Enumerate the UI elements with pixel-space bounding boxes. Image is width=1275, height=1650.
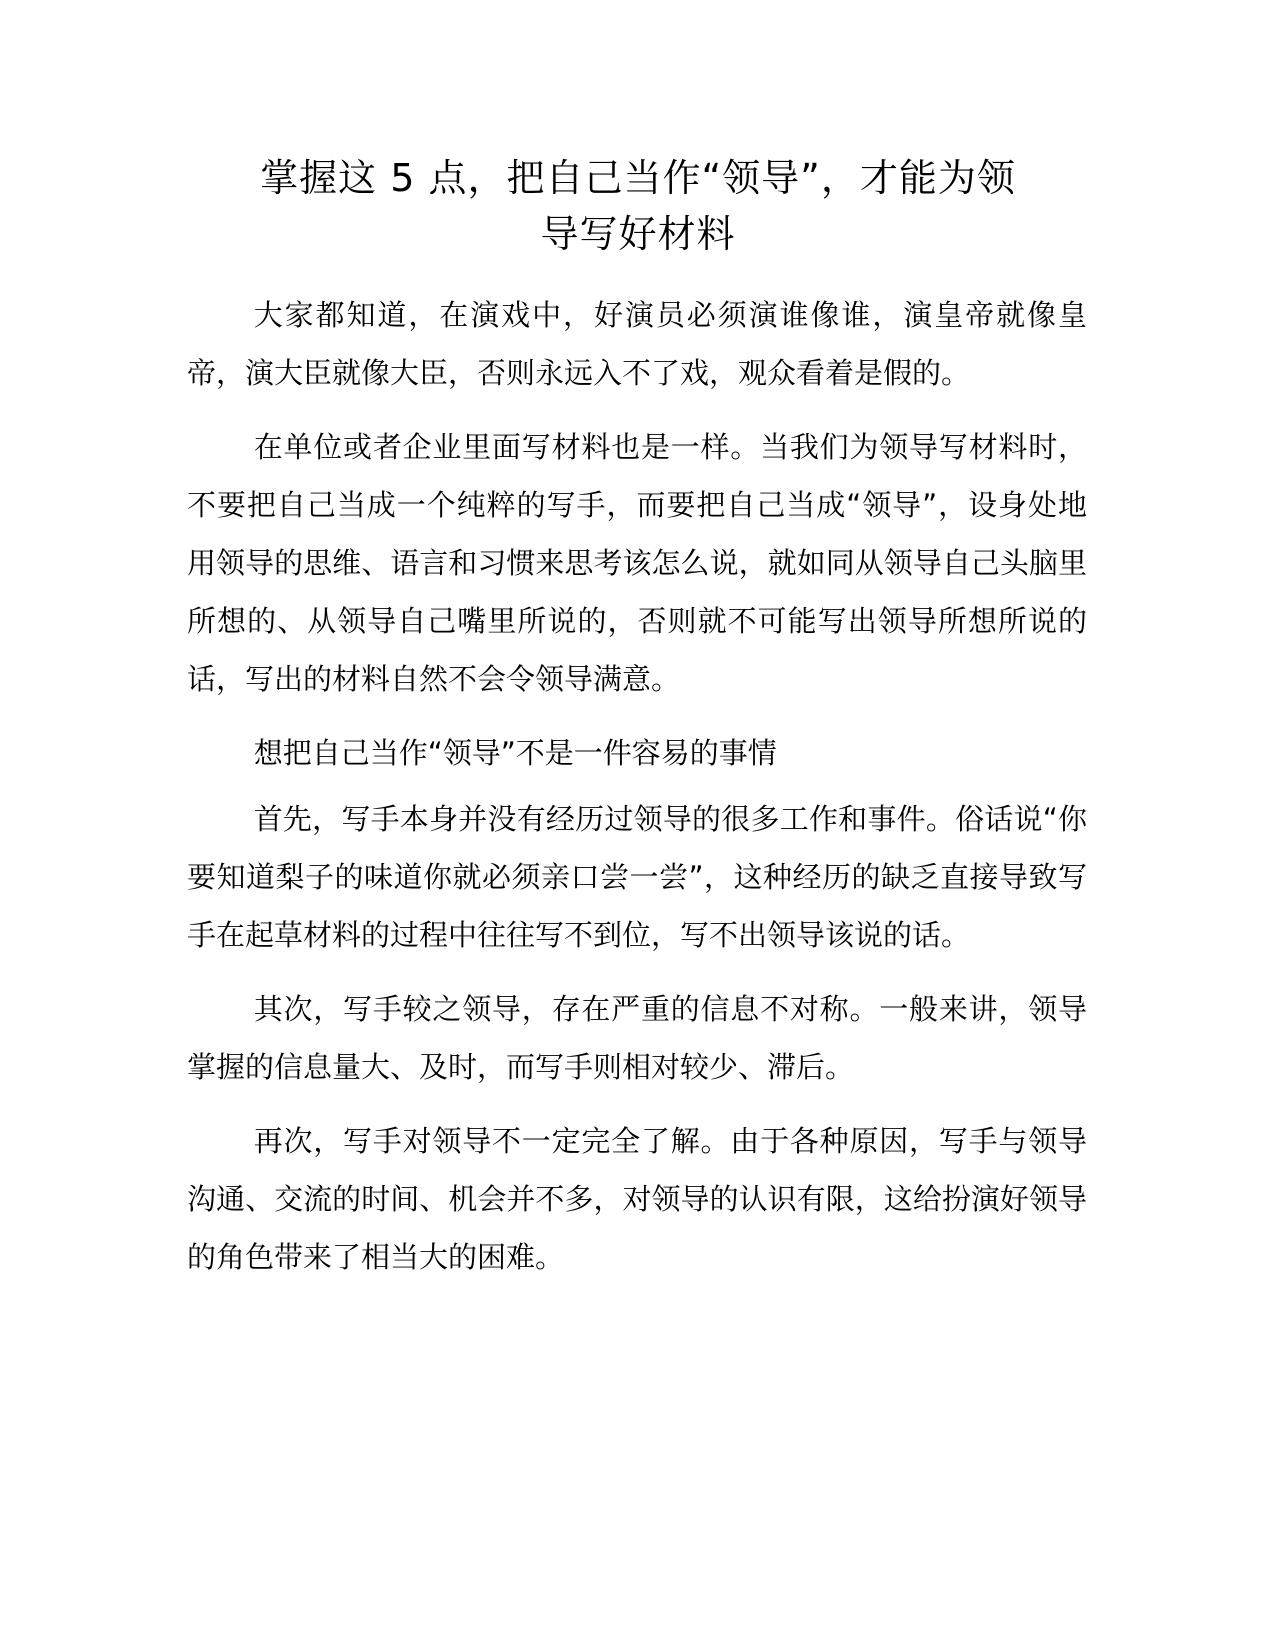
paragraph-writing-materials: 在单位或者企业里面写材料也是一样。当我们为领导写材料时，不要把自己当成一个纯粹的写手，而要把自己当成“领导”，设身处地用领导的思维、语言和习惯来思考该怎么说，就如同从领导自己头脑里所想的、从领导自己嘴里所说的，否则就不可能写出领导所想所说的话，写出的材料自然不会令领导满意。 bbox=[187, 430, 1087, 696]
title-line-2: 导写好材料 bbox=[540, 212, 736, 256]
paragraph-subheading: 想把自己当作“领导”不是一件容易的事情 bbox=[253, 736, 777, 770]
paragraph-third-reason: 再次，写手对领导不一定完全了解。由于各种原因，写手与领导沟通、交流的时间、机会并不多，对领导的认识有限，这给扮演好领导的角色带来了相当大的困难。 bbox=[187, 1124, 1087, 1274]
paragraph-intro: 大家都知道，在演戏中，好演员必须演谁像谁，演皇帝就像皇帝，演大臣就像大臣，否则永远入不了戏，观众看着是假的。 bbox=[187, 298, 1087, 390]
document-body bbox=[187, 286, 1087, 1302]
document-title bbox=[188, 150, 1088, 262]
title-line-1: 掌握这 5 点，把自己当作“领导”，才能为领 bbox=[260, 156, 1016, 200]
paragraph-second-reason: 其次，写手较之领导，存在严重的信息不对称。一般来讲，领导掌握的信息量大、及时，而写手则相对较少、滞后。 bbox=[187, 992, 1087, 1084]
paragraph-first-reason: 首先，写手本身并没有经历过领导的很多工作和事件。俗话说“你要知道梨子的味道你就必须亲口尝一尝”，这种经历的缺乏直接导致写手在起草材料的过程中往往写不到位，写不出领导该说的话。 bbox=[187, 802, 1087, 952]
